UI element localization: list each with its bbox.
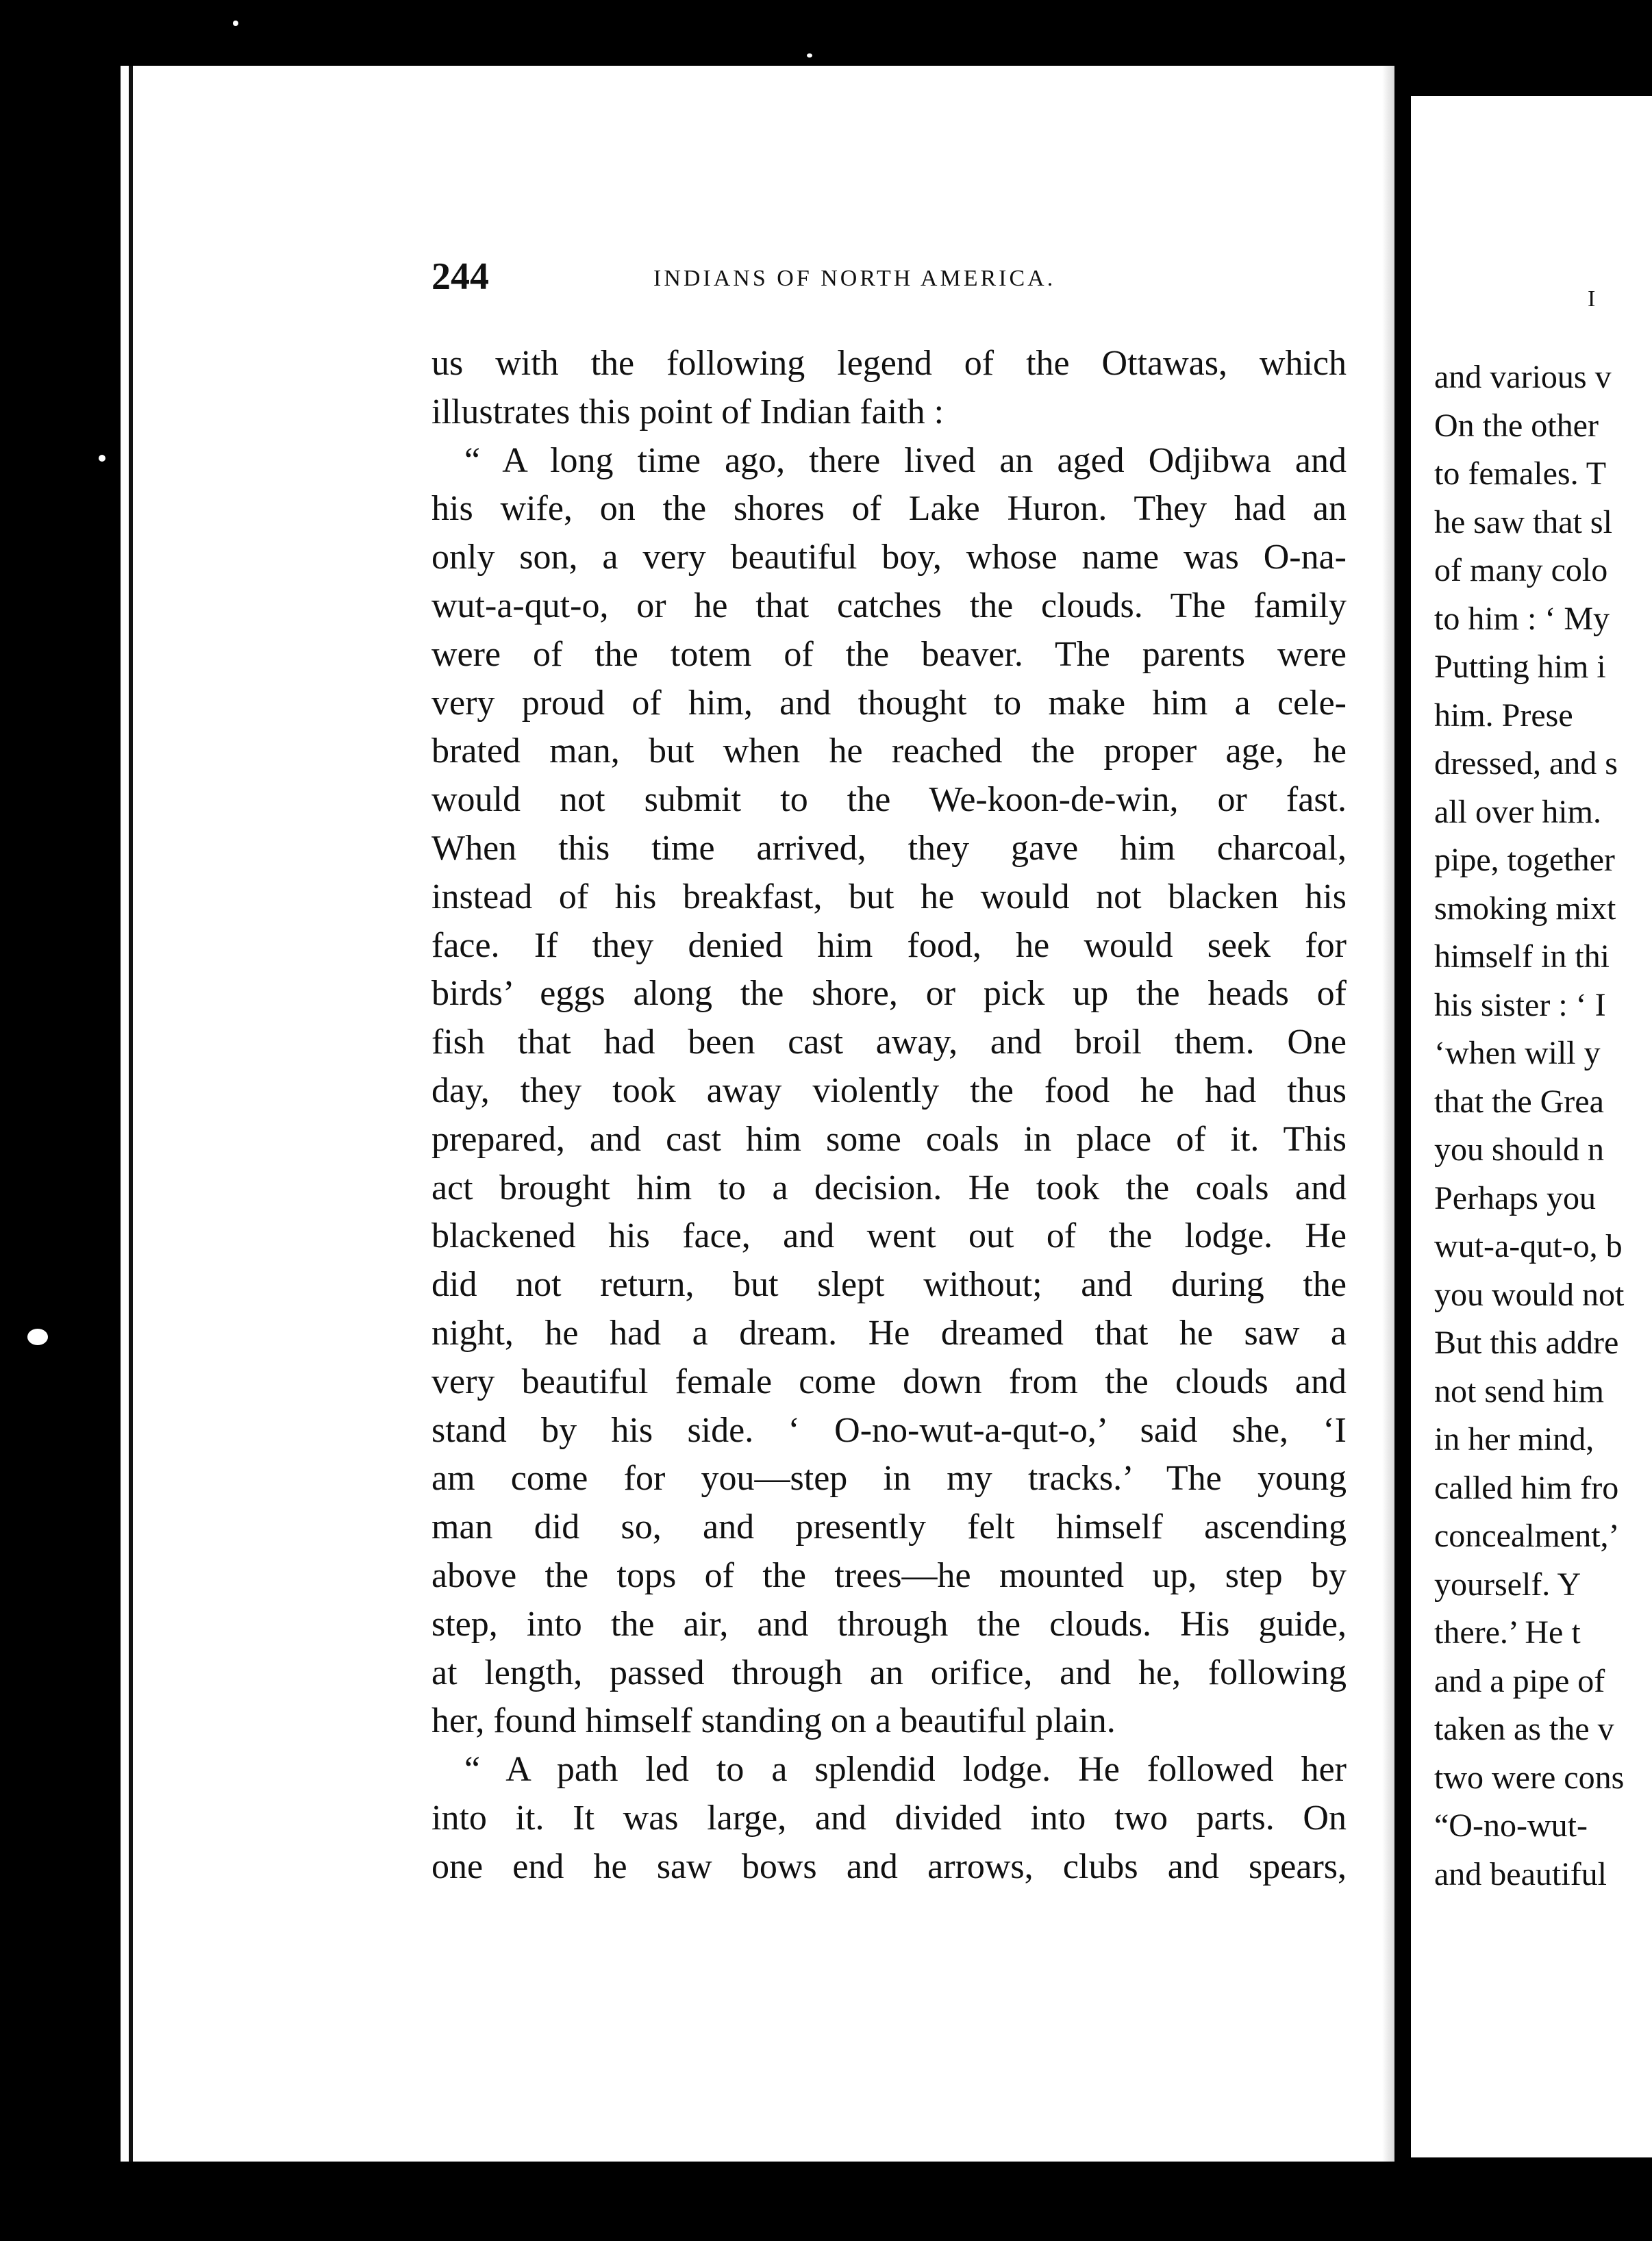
text-line: to him : ‘ My — [1434, 600, 1610, 637]
text-line: taken as the v — [1434, 1711, 1614, 1747]
text-line: did not return, but slept without; and during the — [431, 1265, 1347, 1305]
page-number: 244 — [431, 255, 489, 298]
text-line: “ A path led to a splendid lodge. He followed her — [464, 1750, 1347, 1790]
text-line: called him fro — [1434, 1469, 1619, 1506]
text-line: into it. It was large, and divided into two parts. On — [431, 1798, 1347, 1838]
text-line: one end he saw bows and arrows, clubs and spears, — [431, 1846, 1347, 1886]
text-line: Perhaps you — [1434, 1179, 1596, 1216]
text-line: his wife, on the shores of Lake Huron. They had an — [431, 489, 1347, 529]
text-line: he saw that sl — [1434, 503, 1612, 540]
text-line: very beautiful female come down from the clouds and — [431, 1362, 1347, 1401]
text-line: his sister : ‘ I — [1434, 986, 1606, 1023]
text-line: birds’ eggs along the shore, or pick up the heads of — [431, 974, 1347, 1014]
text-line: of many colo — [1434, 552, 1608, 588]
text-line: But this addre — [1434, 1325, 1619, 1361]
text-line: concealment,’ — [1434, 1518, 1620, 1554]
text-line: night, he had a dream. He dreamed that he saw a — [431, 1313, 1347, 1353]
text-line: very proud of him, and thought to make him a cele- — [431, 683, 1347, 723]
text-line: only son, a very beautiful boy, whose name was O-na- — [431, 538, 1347, 577]
text-line: you should n — [1434, 1131, 1605, 1168]
text-line: face. If they denied him food, he would seek for — [431, 925, 1347, 965]
text-line: above the tops of the trees—he mounted up, step by — [431, 1555, 1347, 1595]
text-line: you would not — [1434, 1276, 1625, 1313]
text-line: Putting him i — [1434, 649, 1606, 685]
text-line: dressed, and s — [1434, 745, 1618, 781]
text-line: day, they took away violently the food he had thus — [431, 1071, 1347, 1110]
text-line: illustrates this point of Indian faith : — [431, 392, 944, 431]
text-line: and beautiful — [1434, 1855, 1607, 1892]
text-line: two were cons — [1434, 1759, 1625, 1796]
text-line: “O-no-wut- — [1434, 1807, 1588, 1844]
text-line: yourself. Y — [1434, 1566, 1581, 1603]
text-line: were of the totem of the beaver. The parents were — [431, 634, 1347, 674]
text-line: at length, passed through an orifice, and he, following — [431, 1653, 1347, 1692]
text-line: pipe, together — [1434, 842, 1615, 878]
text-line: himself in thi — [1434, 938, 1610, 975]
running-head: INDIANS OF NORTH AMERICA. — [653, 266, 1056, 291]
book-gutter — [1394, 0, 1411, 2241]
scan-artifact — [27, 1329, 48, 1345]
text-line: blackened his face, and went out of the lodge. He — [431, 1216, 1347, 1256]
text-line: When this time arrived, they gave him charcoal, — [431, 828, 1347, 868]
text-line: wut-a-qut-o, or he that catches the clouds. The family — [431, 586, 1347, 625]
text-line: that the Grea — [1434, 1083, 1604, 1120]
text-line: step, into the air, and through the clouds. His guide, — [431, 1604, 1347, 1644]
text-line: ‘when will y — [1434, 1035, 1601, 1071]
right-running-head: I — [1588, 286, 1599, 312]
text-line: in her mind, — [1434, 1421, 1594, 1457]
body-text — [431, 340, 1347, 1892]
text-line: brated man, but when he reached the proper age, he — [431, 731, 1347, 771]
page-edge-line — [129, 66, 133, 2162]
text-line: us with the following legend of the Ottawas, which — [431, 344, 1347, 383]
text-line: him. Prese — [1434, 697, 1573, 734]
text-line: not send him — [1434, 1373, 1604, 1410]
text-line: would not submit to the We-koon-de-win, or fast. — [431, 780, 1347, 820]
text-line: prepared, and cast him some coals in place of it. This — [431, 1119, 1347, 1159]
text-line: On the other — [1434, 407, 1599, 444]
text-line: stand by his side. ‘ O-no-wut-a-qut-o,’ said she, ‘I — [431, 1410, 1347, 1450]
right-body-text — [1434, 353, 1652, 1899]
text-line: am come for you—step in my tracks.’ The young — [431, 1459, 1347, 1499]
scan-artifact — [99, 455, 105, 462]
text-line: man did so, and presently felt himself ascending — [431, 1507, 1347, 1547]
text-line: smoking mixt — [1434, 890, 1616, 927]
text-line: act brought him to a decision. He took the coals and — [431, 1168, 1347, 1207]
page-gutter-shadow — [1382, 66, 1394, 2162]
text-line: there.’ He t — [1434, 1614, 1581, 1651]
scan-artifact — [807, 53, 812, 58]
text-line: “ A long time ago, there lived an aged Odjibwa and — [464, 440, 1347, 480]
scan-artifact — [233, 21, 238, 26]
text-line: to females. T — [1434, 455, 1607, 492]
text-line: and a pipe of — [1434, 1662, 1605, 1699]
text-line: and various v — [1434, 359, 1612, 395]
text-line: fish that had been cast away, and broil them. One — [431, 1023, 1347, 1062]
text-line: wut-a-qut-o, b — [1434, 1228, 1623, 1264]
text-line: all over him. — [1434, 793, 1601, 830]
text-line: her, found himself standing on a beautiful plain. — [431, 1701, 1116, 1741]
text-line: instead of his breakfast, but he would not blacken his — [431, 877, 1347, 916]
